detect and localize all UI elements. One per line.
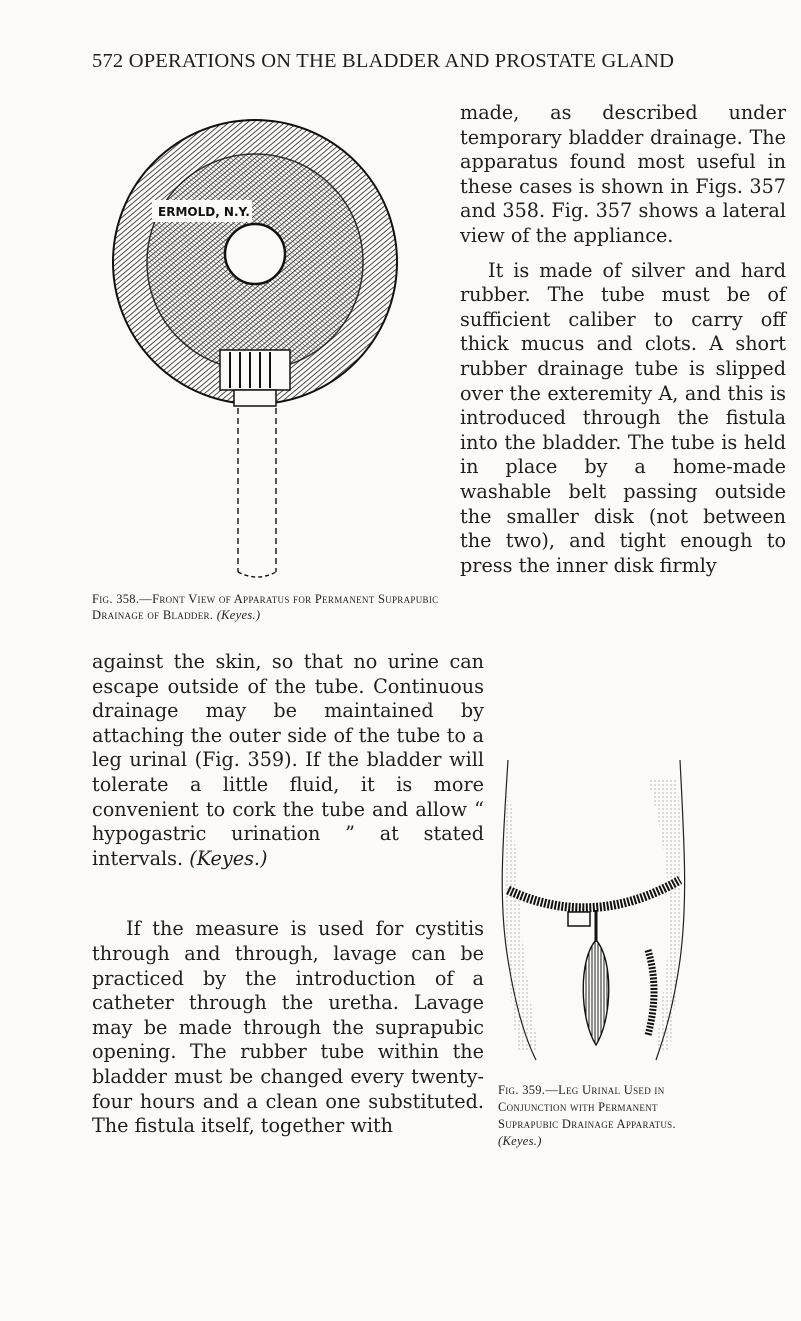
right-lower-strap xyxy=(648,950,654,1035)
left-paragraph-1-text: against the skin, so that no urine can escape outside of the tube. Continuous drainage may be maintained by attaching the outer side of the tube to a leg urinal (Fig. 359). If the bladder will tolerate a little fluid, it is more convenient to cork the tube and allow “ hypogastric urination ” at stated intervals. xyxy=(92,650,484,870)
leg-strap xyxy=(508,880,680,908)
figure-358-caption-source: (Keyes.) xyxy=(216,608,261,622)
strap-buckle xyxy=(568,912,590,926)
tube-neck xyxy=(234,390,276,406)
center-opening xyxy=(225,224,285,284)
figure-359-caption-main: Fig. 359.—Leg Urinal Used in Conjunction with Permanent Suprapubic Drainage Apparatus. xyxy=(498,1083,676,1131)
right-paragraph-1: made, as described under temporary bladder drainage. The apparatus found most useful in these cases is shown in Figs. 357 and 358. Fig. 357 shows a lateral view of the appliance. xyxy=(460,101,786,247)
left-leg-shading xyxy=(505,780,538,1050)
figure-358-illustration xyxy=(110,112,440,584)
left-paragraph-1-source: (Keyes.) xyxy=(189,846,268,870)
running-title: OPERATIONS ON THE BLADDER AND PROSTATE GLAND xyxy=(128,50,675,72)
page-number: 572 xyxy=(92,50,124,72)
running-head xyxy=(92,50,674,73)
drainage-tube-end xyxy=(238,572,276,577)
urinal-bag xyxy=(583,940,609,1045)
left-column-text xyxy=(92,650,484,1139)
figure-358-caption xyxy=(92,591,452,623)
figure-359-caption-source: (Keyes.) xyxy=(498,1134,542,1148)
figure-358-caption-main: Fig. 358.—Front View of Apparatus for Permanent Suprapubic Drainage of Bladder. xyxy=(92,592,439,622)
left-paragraph-2: If the measure is used for cystitis through and through, lavage can be practiced by the introduction of a catheter through the uretha. Lavage may be made through the suprapubic opening. The rubber tube within the bladder must be changed every twenty-four hours and a clean one substituted. The fistula itself, together with xyxy=(92,917,484,1138)
figure-359-illustration xyxy=(498,760,688,1065)
left-paragraph-1 xyxy=(92,650,484,871)
figure-359-caption xyxy=(498,1082,716,1150)
right-column-text xyxy=(460,101,786,578)
right-paragraph-2: It is made of silver and hard rubber. The tube must be of sufficient caliber to carry off thick mucus and clots. A short rubber drainage tube is slipped over the exteremity A, and this is introduced through the fistula into the bladder. The tube is held in place by a home-made washable belt passing outside the smaller disk (not between the two), and tight enough to press the inner disk firmly xyxy=(460,258,786,577)
engraving-text: ERMOLD, N.Y. xyxy=(158,205,250,219)
